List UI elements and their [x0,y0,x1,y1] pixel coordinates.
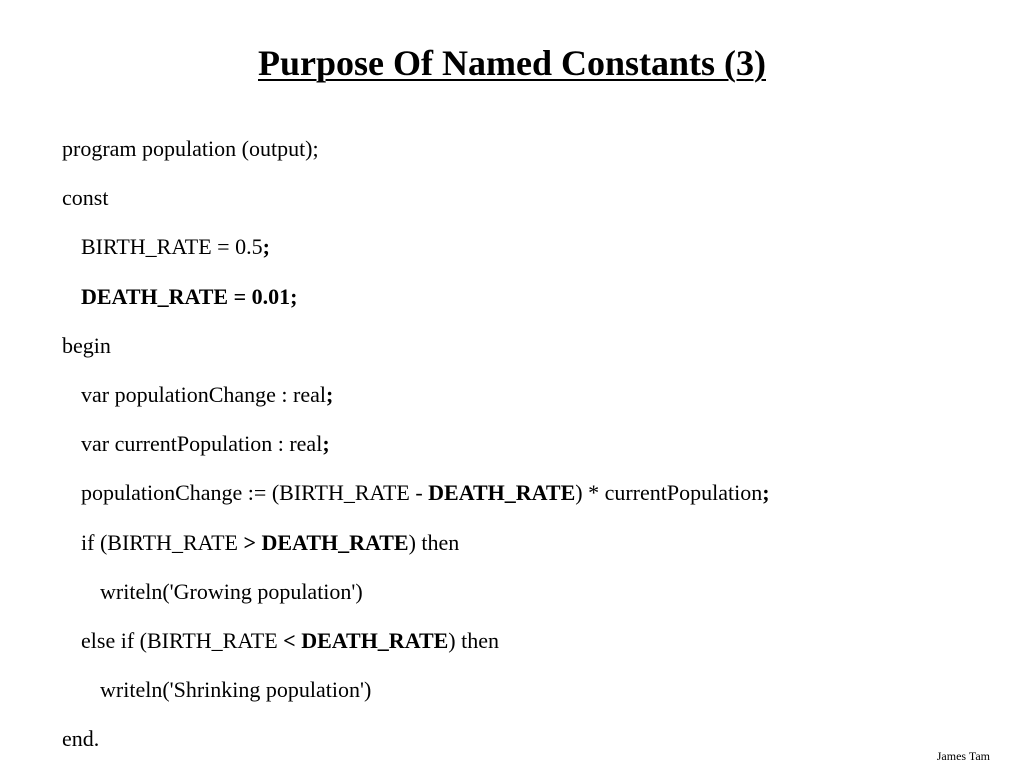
code-text: if (BIRTH_RATE [81,529,244,555]
code-line-writeln-shrinking [62,674,770,723]
code-text: writeln('Shrinking population') [100,677,372,703]
slide-title: Purpose Of Named Constants (3) [258,43,766,83]
code-semicolon: ; [762,480,770,506]
code-line-program [62,133,770,182]
code-text: DEATH_RATE = 0.01; [81,283,298,309]
code-text: writeln('Growing population') [100,578,363,604]
code-operator: < [283,627,296,653]
code-line-end [62,723,770,772]
code-line-var-population-change [62,379,770,428]
author-footer: James Tam [936,749,990,763]
code-death-rate-ref: DEATH_RATE [428,480,576,506]
code-text: ) then [408,529,460,555]
code-text: program population (output); [62,136,319,161]
code-text: populationChange := (BIRTH_RATE - [81,480,429,506]
code-line-else-if-shrinking [62,625,770,674]
code-text: var populationChange : real [81,381,326,407]
code-death-rate-ref: DEATH_RATE [295,627,449,653]
code-text: var currentPopulation : real [81,431,323,457]
code-text: ) * currentPopulation [575,480,763,506]
code-listing [62,133,770,772]
code-text: ) then [448,627,499,653]
code-semicolon: ; [322,431,330,457]
code-line-var-current-population [62,428,770,477]
code-text: else if (BIRTH_RATE [81,627,284,653]
code-line-population-change-assign [62,477,770,526]
code-text: BIRTH_RATE = 0.5 [81,234,263,260]
code-line-writeln-growing [62,576,770,625]
code-death-rate-ref: DEATH_RATE [256,529,409,555]
code-line-birth-rate [62,231,770,280]
code-text: const [62,185,109,211]
code-semicolon: ; [325,381,334,407]
code-line-begin [62,330,770,379]
code-line-if-growing [62,527,770,576]
code-line-death-rate [62,281,770,330]
code-text: end. [62,726,100,752]
code-semicolon: ; [262,234,270,260]
code-operator: > [243,529,256,555]
code-line-const [62,182,770,231]
code-text: begin [62,332,111,358]
